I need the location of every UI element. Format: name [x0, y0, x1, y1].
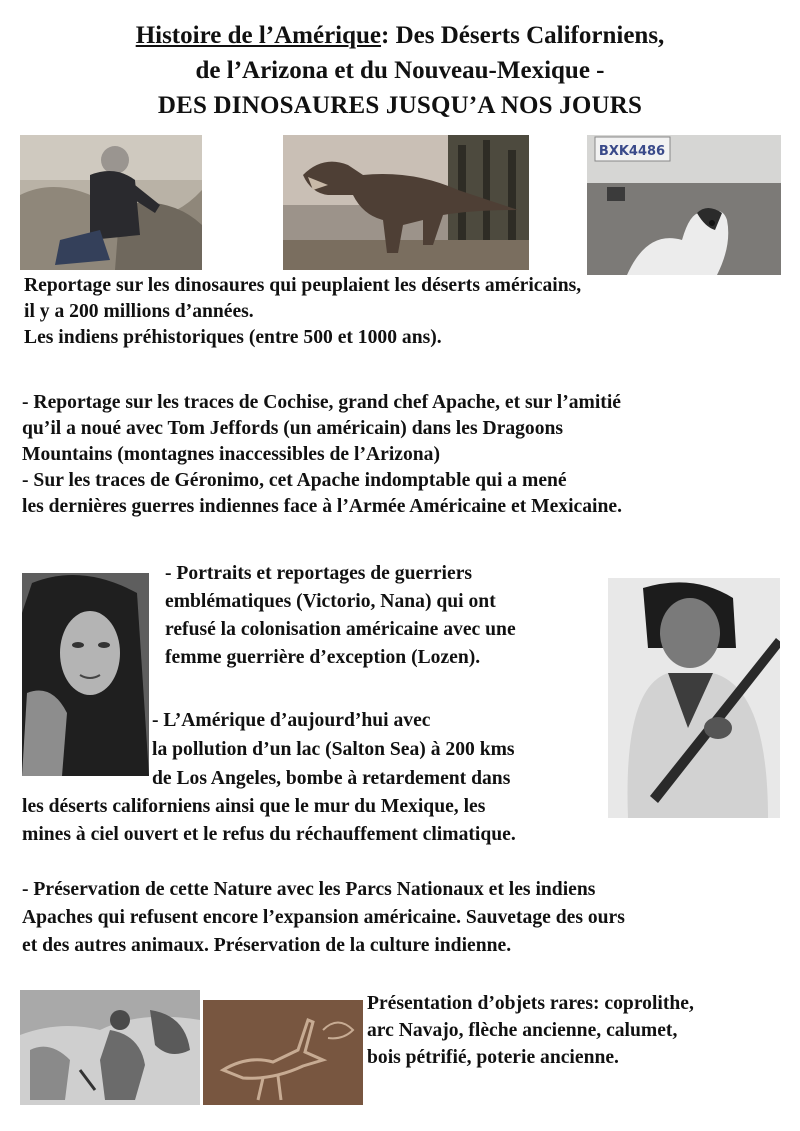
text-line: - L’Amérique d’aujourd’hui avec — [152, 710, 431, 731]
text-line: refusé la colonisation américaine avec une — [165, 619, 516, 640]
text-line: qu’il a noué avec Tom Jeffords (un américain) dans les Dragoons — [22, 418, 564, 439]
text-line: mines à ciel ouvert et le refus du réchauffement climatique. — [22, 824, 516, 845]
text-line: - Reportage sur les traces de Cochise, grand chef Apache, et sur l’amitié — [22, 392, 621, 413]
text-block-preservation — [22, 876, 625, 960]
text-block-america-today-cont — [22, 793, 516, 849]
text-block-portraits — [165, 560, 516, 672]
text-block-dinosaurs — [24, 273, 581, 351]
text-line: Mountains (montagnes inaccessibles de l’Arizona) — [22, 444, 440, 465]
text-line: les dernières guerres indiennes face à l’Armée Américaine et Mexicaine. — [22, 496, 622, 517]
text-line: de Los Angeles, bombe à retardement dans — [152, 768, 511, 789]
text-line: - Préservation de cette Nature avec les Parcs Nationaux et les indiens — [22, 879, 596, 900]
text-line: arc Navajo, flèche ancienne, calumet, — [367, 1020, 678, 1041]
text-line: - Portraits et reportages de guerriers — [165, 563, 473, 584]
text-line: Apaches qui refusent encore l’expansion américaine. Sauvetage des ours — [22, 907, 625, 928]
text-line: bois pétrifié, poterie ancienne. — [367, 1047, 619, 1068]
photo-woman-portrait — [22, 573, 149, 776]
title-line-1 — [0, 18, 800, 53]
title-line-2: de l’Arizona et du Nouveau-Mexique - — [195, 57, 605, 84]
text-line: - Sur les traces de Géronimo, cet Apache indomptable qui a mené — [22, 470, 567, 491]
title-line-1-rest: : Des Déserts Californiens, — [381, 22, 665, 49]
text-line: il y a 200 millions d’années. — [24, 301, 254, 322]
title-line-3: DES DINOSAURES JUSQU’A NOS JOURS — [157, 92, 643, 119]
text-line: femme guerrière d’exception (Lozen). — [165, 647, 481, 668]
photo-tyrannosaurus — [283, 135, 529, 270]
text-line: Présentation d’objets rares: coprolithe, — [367, 993, 694, 1014]
text-block-america-today — [152, 706, 515, 793]
photo-man-on-rocks — [20, 135, 202, 270]
page-title — [0, 18, 800, 123]
title-underlined-part: Histoire de l’Amérique — [135, 22, 382, 49]
text-block-cochise-geronimo — [22, 390, 622, 520]
license-plate-text: BXK4486 — [598, 144, 666, 159]
text-line: emblématiques (Victorio, Nana) qui ont — [165, 591, 496, 612]
text-line: et des autres animaux. Préservation de la culture indienne. — [22, 935, 512, 956]
photo-dog-under-car — [587, 135, 781, 275]
text-block-rare-objects — [367, 990, 694, 1071]
text-line: Reportage sur les dinosaures qui peuplaient les déserts américains, — [24, 275, 582, 296]
photo-geronimo-portrait — [608, 578, 780, 818]
text-line: les déserts californiens ainsi que le mur du Mexique, les — [22, 796, 486, 817]
text-line: Les indiens préhistoriques (entre 500 et 1000 ans). — [24, 327, 442, 348]
text-line: la pollution d’un lac (Salton Sea) à 200 kms — [152, 739, 515, 760]
photo-indian-drawing — [20, 990, 200, 1105]
photo-petroglyph-bird — [203, 1000, 363, 1105]
